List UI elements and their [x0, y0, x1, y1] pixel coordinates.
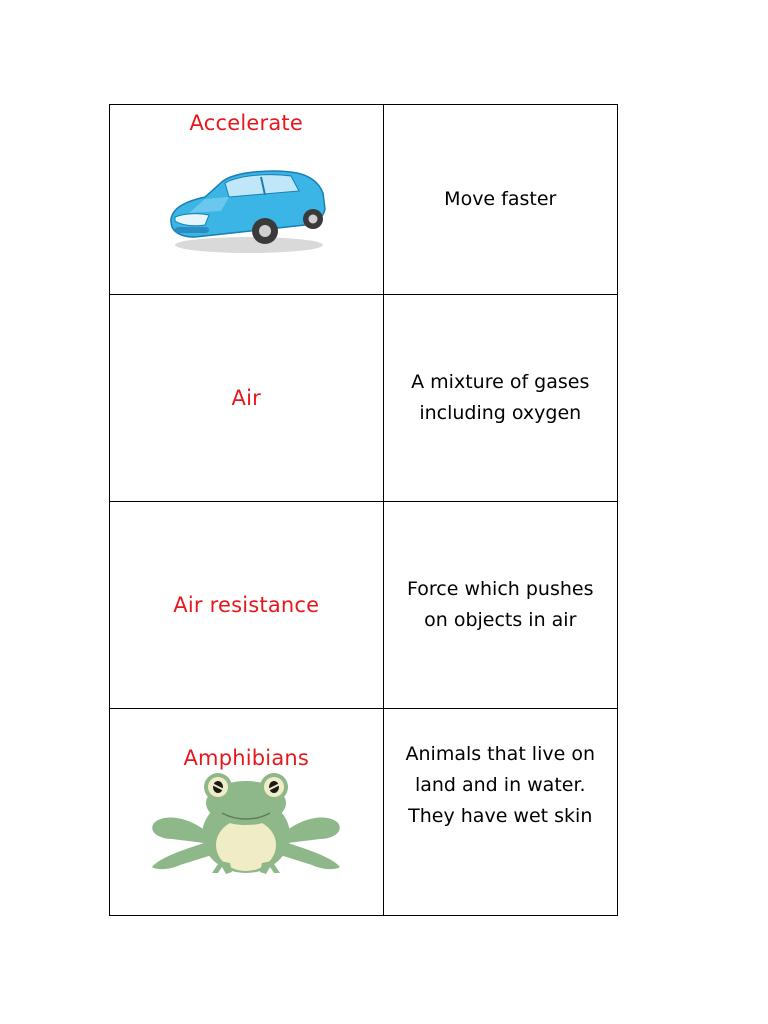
term-cell: [110, 709, 384, 916]
table-row: [110, 295, 618, 502]
definition-text: [384, 739, 617, 832]
table-row: [110, 501, 618, 709]
frog-icon: [146, 773, 346, 877]
definition-line: land and in water.: [414, 774, 586, 797]
term-amphibians: Amphibians: [183, 746, 310, 771]
definition-line: including oxygen: [419, 402, 582, 425]
definition-cell: [383, 105, 617, 295]
term-cell: [110, 501, 384, 709]
term-cell: [110, 295, 384, 502]
table-row: [110, 105, 618, 295]
definition-line: Animals that live on: [405, 743, 596, 766]
term-accelerate: Accelerate: [189, 111, 303, 135]
term-cell: [110, 105, 384, 295]
definition-line: A mixture of gases: [411, 371, 590, 394]
definition-text: [384, 574, 617, 636]
definition-text: [384, 367, 617, 429]
vocabulary-table: [109, 104, 618, 916]
definition-line: Force which pushes: [407, 578, 594, 601]
definition-line: on objects in air: [424, 609, 577, 632]
car-icon: [165, 167, 329, 257]
definition-line: Move faster: [444, 188, 557, 211]
definition-cell: [383, 295, 617, 502]
term-air-resistance: Air resistance: [173, 593, 320, 618]
definition-cell: [383, 709, 617, 916]
definition-cell: [383, 501, 617, 709]
table-row: [110, 709, 618, 916]
term-air: Air: [231, 386, 261, 411]
definition-line: They have wet skin: [408, 805, 593, 828]
definition-text: [384, 184, 617, 215]
